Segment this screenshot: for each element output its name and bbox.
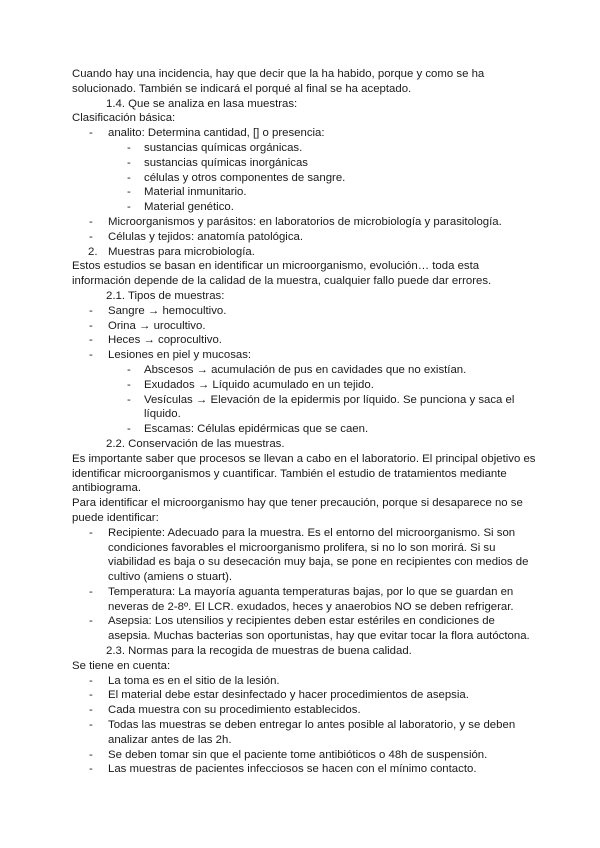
line-text: Material inmunitario. bbox=[144, 186, 247, 199]
bullet-item bbox=[72, 304, 532, 319]
line-text: Clasificación básica: bbox=[72, 112, 176, 125]
line-text: células y otros componentes de sangre. bbox=[144, 171, 346, 184]
bullet-item bbox=[72, 762, 532, 777]
bullet-continuation bbox=[72, 555, 532, 570]
line-text: viabilidad es baja o su desecación muy baja, se pone en recipientes con medios de bbox=[108, 556, 529, 569]
paragraph-line bbox=[72, 467, 532, 482]
section-heading bbox=[72, 644, 532, 659]
document-body bbox=[72, 67, 536, 777]
bullet-item bbox=[72, 126, 532, 141]
sub-bullet-continuation bbox=[72, 407, 532, 422]
sub-bullet-item bbox=[72, 141, 532, 156]
line-text: antibiograma. bbox=[72, 482, 142, 495]
line-text: neveras de 2-8º. El LCR. exudados, heces y anaerobios NO se deben refrigerar. bbox=[108, 600, 514, 613]
line-text: Las muestras de pacientes infecciosos se hacen con el mínimo contacto. bbox=[108, 763, 477, 776]
line-text: Sangre → hemocultivo. bbox=[108, 304, 227, 317]
paragraph-line bbox=[72, 659, 532, 674]
line-text: Exudados → Líquido acumulado en un tejido. bbox=[144, 378, 374, 391]
bullet-item bbox=[72, 230, 532, 245]
line-text: Temperatura: La mayoría aguanta temperaturas bajas, por lo que se guardan en bbox=[108, 585, 514, 598]
line-text: Todas las muestras se deben entregar lo antes posible al laboratorio, y se deben bbox=[108, 719, 516, 732]
line-text: puede identificar: bbox=[72, 511, 159, 524]
line-text: 1.4. Que se analiza en lasa muestras: bbox=[106, 97, 298, 110]
paragraph-line bbox=[72, 259, 532, 274]
paragraph-line bbox=[72, 481, 532, 496]
item-number: 2. bbox=[88, 245, 98, 258]
bullet-item bbox=[72, 333, 532, 348]
line-text: 2.2. Conservación de las muestras. bbox=[106, 437, 285, 450]
line-text: 2.1. Tipos de muestras: bbox=[106, 289, 225, 302]
line-text: Para identificar el microorganismo hay que tener precaución, porque si desaparece no se bbox=[72, 497, 523, 510]
line-text: Cada muestra con su procedimiento establecidos. bbox=[108, 704, 361, 717]
bullet-item bbox=[72, 215, 532, 230]
section-heading bbox=[72, 437, 532, 452]
line-text: analizar antes de las 2h. bbox=[108, 733, 232, 746]
line-text: sustancias químicas orgánicas. bbox=[144, 141, 303, 154]
line-text: 2.3. Normas para la recogida de muestras de buena calidad. bbox=[106, 645, 412, 658]
paragraph-line bbox=[72, 67, 532, 82]
line-text: sustancias químicas inorgánicas bbox=[144, 156, 308, 169]
sub-bullet-item bbox=[72, 363, 532, 378]
sub-bullet-item bbox=[72, 185, 532, 200]
line-text: analito: Determina cantidad, [] o presencia: bbox=[108, 127, 325, 140]
bullet-item bbox=[72, 348, 532, 363]
paragraph-line bbox=[72, 82, 532, 97]
bullet-item bbox=[72, 688, 532, 703]
section-heading bbox=[72, 289, 532, 304]
line-text: cultivo (amiens o stuart). bbox=[108, 571, 233, 584]
sub-bullet-item bbox=[72, 171, 532, 186]
line-text: Asepsia: Los utensilios y recipientes deben estar estériles en condiciones de bbox=[108, 615, 495, 628]
sub-bullet-item bbox=[72, 200, 532, 215]
bullet-continuation bbox=[72, 570, 532, 585]
line-text: Abscesos → acumulación de pus en cavidades que no existían. bbox=[144, 363, 467, 376]
bullet-item bbox=[72, 585, 532, 600]
line-text: Muestras para microbiología. bbox=[108, 245, 255, 258]
bullet-continuation bbox=[72, 733, 532, 748]
line-text: Orina → urocultivo. bbox=[108, 319, 206, 332]
line-text: Vesículas → Elevación de la epidermis por líquido. Se punciona y saca el bbox=[144, 393, 515, 406]
line-text: Estos estudios se basan en identificar un microorganismo, evolución… toda esta bbox=[72, 260, 480, 273]
line-text: Es importante saber que procesos se llevan a cabo en el laboratorio. El principal objetivo es bbox=[72, 452, 536, 465]
line-text: Material genético. bbox=[144, 201, 234, 214]
sub-bullet-item bbox=[72, 156, 532, 171]
line-text: Microorganismos y parásitos: en laboratorios de microbiología y parasitología. bbox=[108, 215, 502, 228]
numbered-item bbox=[72, 245, 532, 260]
bullet-item bbox=[72, 614, 532, 629]
line-text: información depende de la calidad de la muestra, cualquier fallo puede dar errores. bbox=[72, 275, 492, 288]
line-text: asepsia. Muchas bacterias son oportunistas, hay que evitar tocar la flora autóctona. bbox=[108, 630, 530, 643]
line-text: El material debe estar desinfectado y hacer procedimientos de asepsia. bbox=[108, 689, 469, 702]
line-text: solucionado. También se indicará el porqué al final se ha aceptado. bbox=[72, 82, 412, 95]
line-text: Escamas: Células epidérmicas que se caen. bbox=[144, 423, 369, 436]
line-text: Heces → coprocultivo. bbox=[108, 334, 222, 347]
bullet-item bbox=[72, 319, 532, 334]
bullet-item bbox=[72, 674, 532, 689]
line-text: identificar microorganismos y cuantificar. También el estudio de tratamientos mediante bbox=[72, 467, 507, 480]
sub-bullet-item bbox=[72, 393, 532, 408]
line-text: Cuando hay una incidencia, hay que decir que la ha habido, porque y como se ha bbox=[72, 68, 485, 80]
section-heading bbox=[72, 97, 532, 112]
bullet-item bbox=[72, 703, 532, 718]
bullet-continuation bbox=[72, 600, 532, 615]
line-text: líquido. bbox=[144, 408, 181, 421]
sub-bullet-item bbox=[72, 422, 532, 437]
line-text: condiciones favorables el microorganismo prolifera, si no lo son morirá. Si su bbox=[108, 541, 496, 554]
bullet-item bbox=[72, 718, 532, 733]
line-text: Recipiente: Adecuado para la muestra. Es el entorno del microorganismo. Si son bbox=[108, 526, 516, 539]
paragraph-line bbox=[72, 496, 532, 511]
line-text: Se tiene en cuenta: bbox=[72, 659, 171, 672]
paragraph-line bbox=[72, 452, 536, 467]
line-text: Células y tejidos: anatomía patológica. bbox=[108, 230, 304, 243]
paragraph-line bbox=[72, 111, 532, 126]
sub-bullet-item bbox=[72, 378, 532, 393]
paragraph-line bbox=[72, 511, 532, 526]
line-text: Se deben tomar sin que el paciente tome antibióticos o 48h de suspensión. bbox=[108, 748, 488, 761]
bullet-item bbox=[72, 526, 532, 541]
bullet-continuation bbox=[72, 629, 532, 644]
paragraph-line bbox=[72, 274, 532, 289]
line-text: Lesiones en piel y mucosas: bbox=[108, 349, 252, 362]
bullet-continuation bbox=[72, 541, 532, 556]
line-text: La toma es en el sitio de la lesión. bbox=[108, 674, 280, 687]
bullet-item bbox=[72, 748, 532, 763]
